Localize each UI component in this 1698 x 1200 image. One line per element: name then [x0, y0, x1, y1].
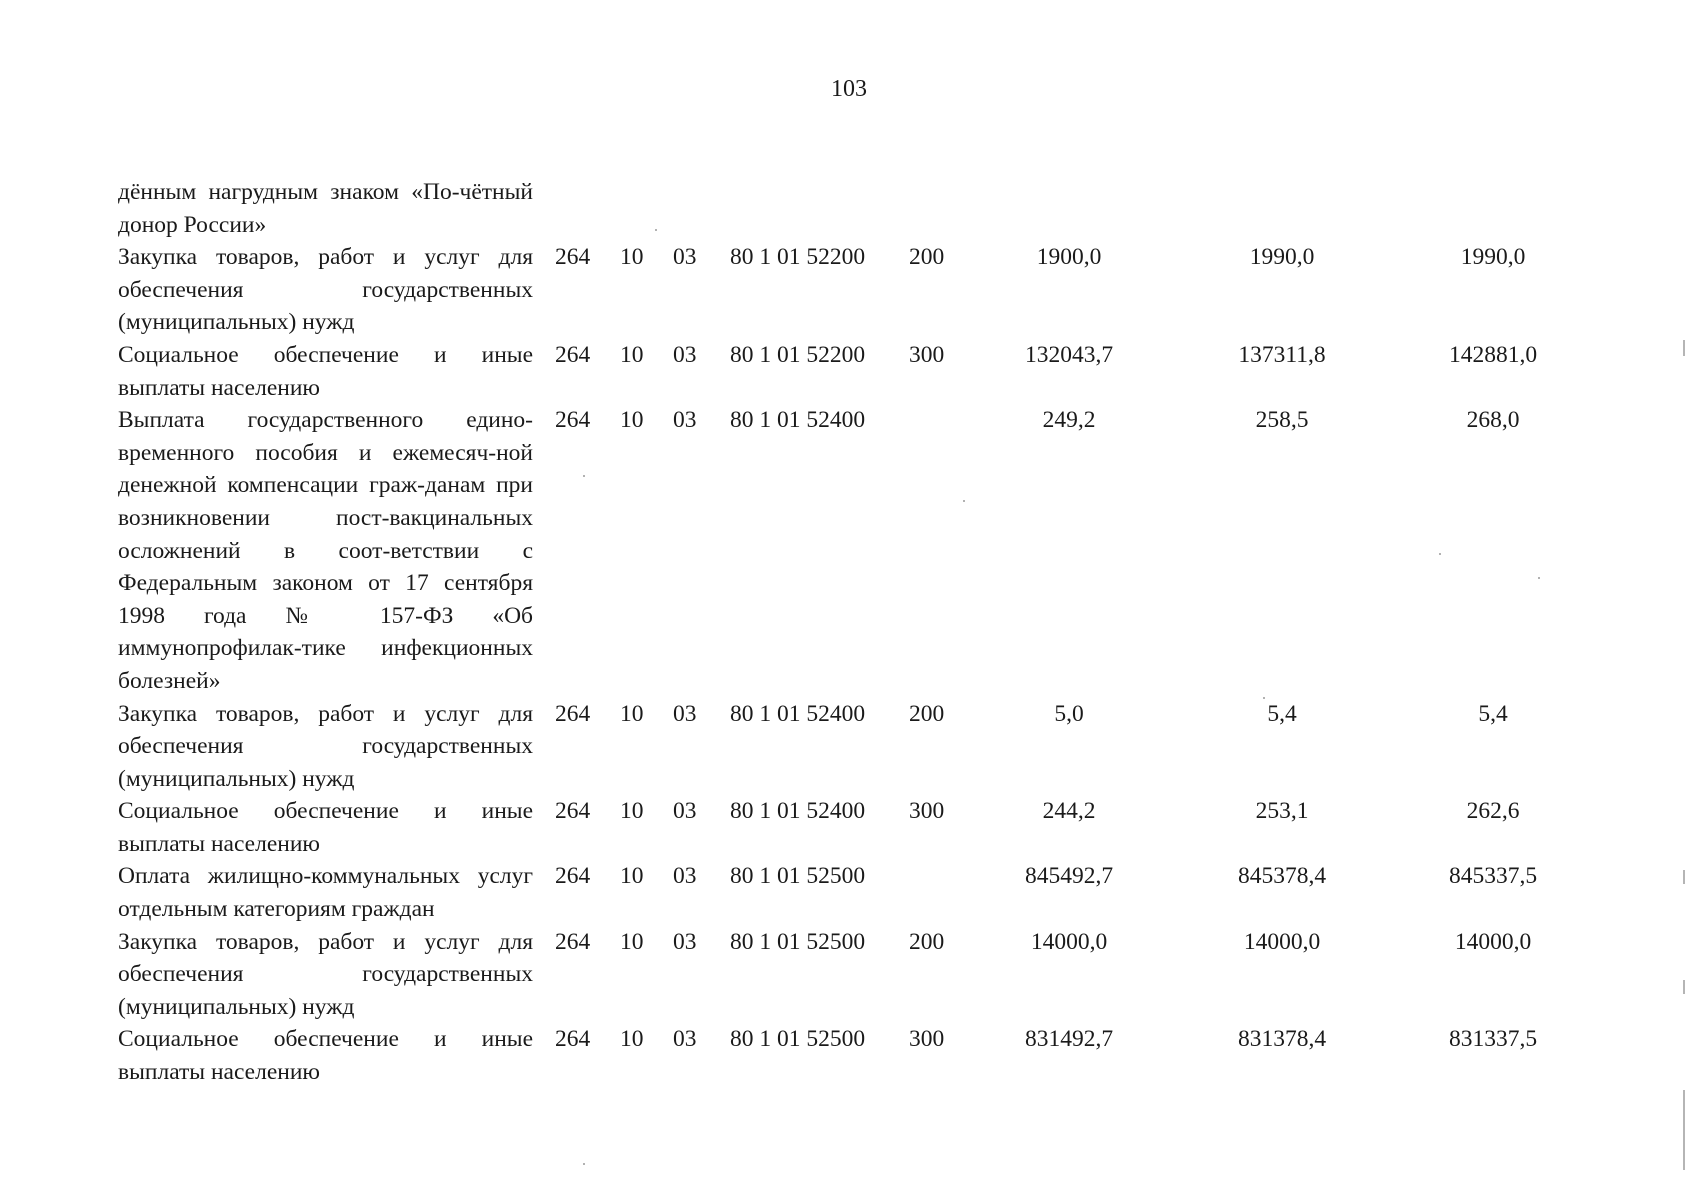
cell-vedomstvo: 264	[555, 928, 591, 955]
table-row	[118, 795, 1568, 860]
cell-podrazdel: 03	[673, 798, 697, 825]
scan-speck	[583, 1163, 585, 1165]
cell-amount-year1: 14000,0	[1030, 928, 1108, 955]
page-number: 103	[831, 76, 867, 102]
row-name: Социальное обеспечение и иные выплаты населению	[118, 341, 533, 401]
cell-podrazdel: 03	[673, 341, 697, 368]
cell-amount-year1: 845492,7	[1024, 863, 1114, 890]
cell-razdel: 10	[620, 863, 644, 890]
table-row	[118, 926, 1568, 1024]
cell-amount-year1: 132043,7	[1024, 341, 1114, 368]
table-row	[118, 404, 1568, 697]
row-name: Социальное обеспечение и иные выплаты населению	[118, 798, 533, 857]
table-row	[118, 241, 1568, 339]
cell-razdel: 10	[620, 928, 644, 955]
table-row	[118, 1023, 1568, 1088]
cell-expense-type: 200	[909, 244, 945, 271]
cell-vedomstvo: 264	[555, 863, 591, 890]
cell-amount-year2: 5,4	[1267, 700, 1297, 727]
cell-podrazdel: 03	[673, 1026, 697, 1053]
cell-razdel: 10	[620, 1026, 644, 1053]
budget-table	[118, 176, 1568, 1089]
scan-speck	[1263, 697, 1265, 699]
scan-edge-mark	[1683, 340, 1685, 356]
table-row	[118, 176, 1568, 241]
cell-target-article: 80 1 01 52200	[730, 341, 866, 368]
cell-amount-year1: 1900,0	[1036, 244, 1102, 271]
row-name: дённым нагрудным знаком «По-чётный донор России»	[118, 179, 533, 238]
row-name: Закупка товаров, работ и услуг для обеспечения государственных (муниципальных) нужд	[118, 244, 533, 336]
cell-amount-year2: 253,1	[1255, 798, 1309, 825]
cell-target-article: 80 1 01 52200	[730, 244, 866, 271]
cell-amount-year1: 831492,7	[1024, 1026, 1114, 1053]
scan-edge-mark	[1683, 1090, 1685, 1170]
cell-expense-type: 300	[909, 798, 945, 825]
table-row	[118, 860, 1568, 925]
cell-amount-year1: 5,0	[1054, 700, 1084, 727]
cell-vedomstvo: 264	[555, 1026, 591, 1053]
scan-edge-mark	[1683, 870, 1685, 884]
cell-amount-year2: 258,5	[1255, 407, 1309, 434]
cell-target-article: 80 1 01 52500	[730, 863, 866, 890]
cell-amount-year3: 1990,0	[1460, 244, 1526, 271]
cell-expense-type: 300	[909, 1026, 945, 1053]
scan-edge-mark	[1683, 980, 1685, 994]
cell-vedomstvo: 264	[555, 341, 591, 368]
row-name: Социальное обеспечение и иные выплаты населению	[118, 1026, 533, 1086]
cell-amount-year2: 831378,4	[1237, 1026, 1327, 1053]
row-name: Закупка товаров, работ и услуг для обеспечения государственных (муниципальных) нужд	[118, 700, 533, 792]
cell-podrazdel: 03	[673, 407, 697, 434]
cell-amount-year3: 142881,0	[1448, 341, 1538, 368]
cell-expense-type: 200	[909, 700, 945, 727]
cell-target-article: 80 1 01 52500	[730, 928, 866, 955]
cell-amount-year3: 831337,5	[1448, 1026, 1538, 1053]
cell-podrazdel: 03	[673, 863, 697, 890]
row-name: Оплата жилищно-коммунальных услуг отдельным категориям граждан	[118, 863, 533, 923]
cell-amount-year2: 845378,4	[1237, 863, 1327, 890]
cell-expense-type: 300	[909, 341, 945, 368]
cell-target-article: 80 1 01 52400	[730, 700, 866, 727]
cell-amount-year3: 268,0	[1466, 407, 1520, 434]
scan-speck	[583, 475, 585, 477]
cell-vedomstvo: 264	[555, 798, 591, 825]
cell-razdel: 10	[620, 244, 644, 271]
row-name: Закупка товаров, работ и услуг для обеспечения государственных (муниципальных) нужд	[118, 928, 533, 1020]
cell-target-article: 80 1 01 52500	[730, 1026, 866, 1053]
cell-amount-year3: 262,6	[1466, 798, 1520, 825]
cell-podrazdel: 03	[673, 244, 697, 271]
cell-amount-year2: 1990,0	[1249, 244, 1315, 271]
cell-amount-year1: 249,2	[1042, 407, 1096, 434]
table-row	[118, 339, 1568, 404]
cell-vedomstvo: 264	[555, 407, 591, 434]
cell-vedomstvo: 264	[555, 700, 591, 727]
scan-speck	[1538, 577, 1540, 579]
cell-razdel: 10	[620, 341, 644, 368]
cell-amount-year3: 14000,0	[1454, 928, 1532, 955]
table-row	[118, 698, 1568, 796]
cell-target-article: 80 1 01 52400	[730, 798, 866, 825]
cell-amount-year3: 845337,5	[1448, 863, 1538, 890]
cell-expense-type: 200	[909, 928, 945, 955]
cell-amount-year2: 14000,0	[1243, 928, 1321, 955]
scan-speck	[1439, 553, 1441, 555]
cell-amount-year1: 244,2	[1042, 798, 1096, 825]
cell-razdel: 10	[620, 798, 644, 825]
cell-amount-year2: 137311,8	[1238, 341, 1326, 368]
scan-speck	[963, 500, 965, 502]
cell-target-article: 80 1 01 52400	[730, 407, 866, 434]
cell-podrazdel: 03	[673, 928, 697, 955]
cell-amount-year3: 5,4	[1478, 700, 1508, 727]
cell-razdel: 10	[620, 407, 644, 434]
row-name: Выплата государственного едино-временного пособия и ежемесяч-ной денежной компенсации граж-данам при возникновении пост-вакцинальных осложнений в соот-ветствии с Федеральным законом от 17 сентября 1998 года № 157-ФЗ «Об иммунопрофилак-тике инфекционных болезней»	[118, 407, 533, 694]
cell-vedomstvo: 264	[555, 244, 591, 271]
scan-speck	[655, 229, 657, 231]
cell-podrazdel: 03	[673, 700, 697, 727]
cell-razdel: 10	[620, 700, 644, 727]
